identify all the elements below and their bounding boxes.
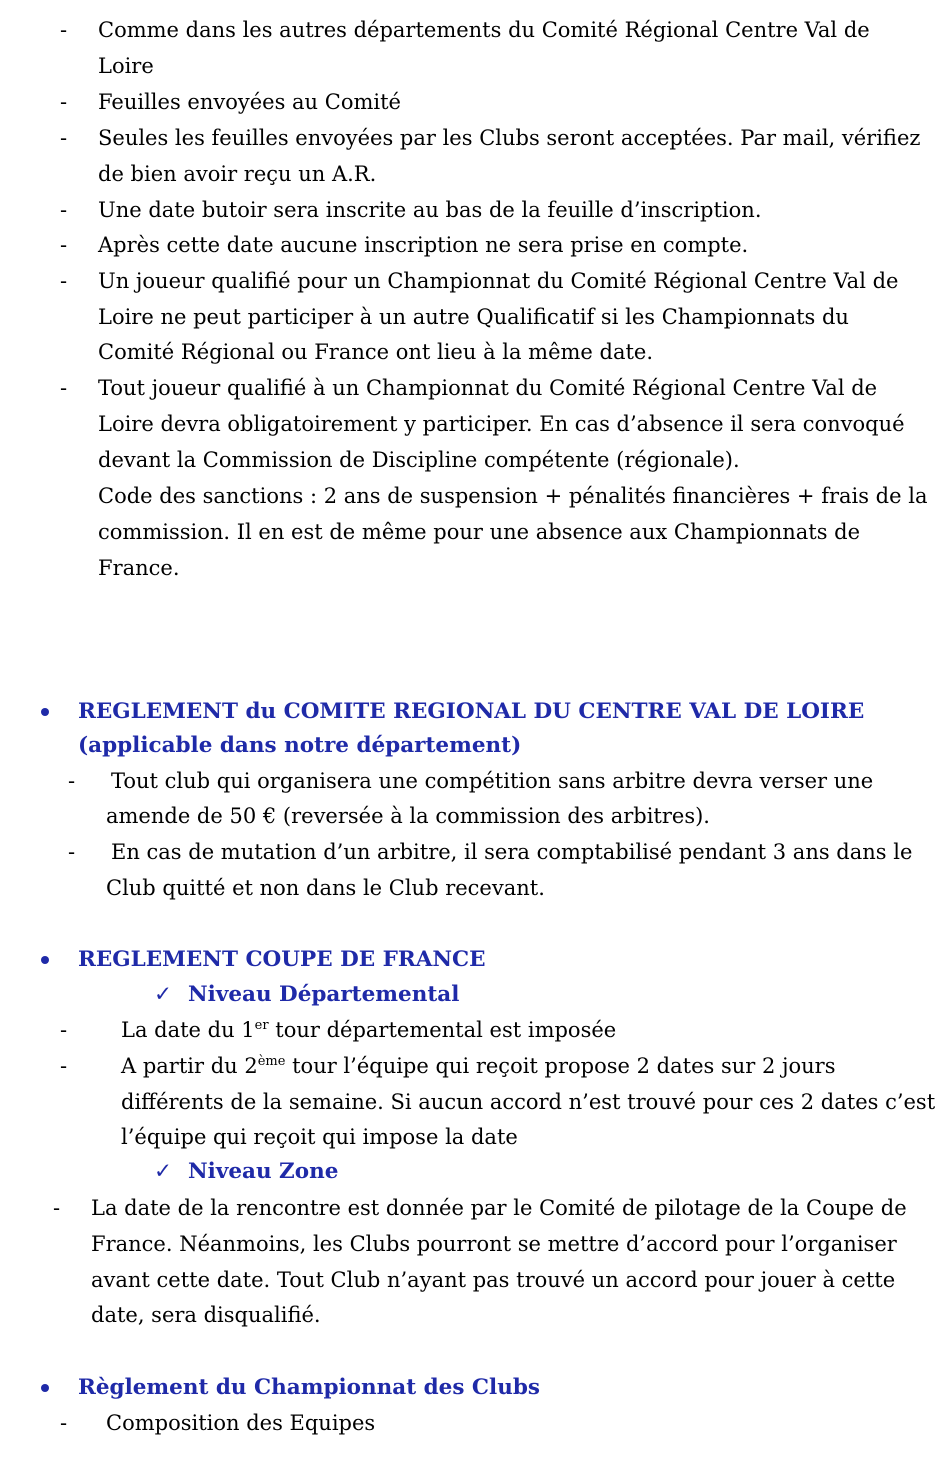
list-item-line: France. bbox=[98, 556, 180, 580]
list-item-line: Un joueur qualifié pour un Championnat du Comité Régional Centre Val de bbox=[98, 269, 899, 293]
list-item-line: Club quitté et non dans le Club recevant. bbox=[106, 876, 545, 900]
section-heading: Règlement du Championnat des Clubs bbox=[78, 1375, 540, 1400]
list-dash: - bbox=[60, 1018, 68, 1042]
list-item-line bbox=[121, 1048, 836, 1084]
list-dash: - bbox=[60, 1054, 68, 1078]
text-fragment: tour l’équipe qui reçoit propose 2 dates sur 2 jours bbox=[285, 1054, 836, 1078]
list-item-line: de bien avoir reçu un A.R. bbox=[98, 162, 377, 186]
bullet-icon bbox=[41, 708, 49, 716]
list-item-line: devant la Commission de Discipline compétente (régionale). bbox=[98, 448, 740, 472]
list-item-line: Après cette date aucune inscription ne sera prise en compte. bbox=[98, 233, 749, 257]
list-item-line: Loire devra obligatoirement y participer. En cas d’absence il sera convoqué bbox=[98, 412, 905, 436]
subheading-label: Niveau Zone bbox=[188, 1159, 339, 1184]
superscript: er bbox=[254, 1018, 269, 1033]
list-item-line: Feuilles envoyées au Comité bbox=[98, 90, 401, 114]
list-item-line: l’équipe qui reçoit qui impose la date bbox=[121, 1125, 518, 1149]
list-item-line: Loire bbox=[98, 54, 154, 78]
text-fragment: e bbox=[603, 1018, 617, 1042]
list-item-line: Comme dans les autres départements du Comité Régional Centre Val de bbox=[98, 18, 870, 42]
list-item-line: Une date butoir sera inscrite au bas de la feuille d’inscription. bbox=[98, 198, 762, 222]
section-heading: REGLEMENT COUPE DE FRANCE bbox=[78, 947, 486, 972]
list-dash: - bbox=[60, 1411, 68, 1435]
subheading-niveau-zone bbox=[154, 1154, 338, 1190]
list-item-line: France. Néanmoins, les Clubs pourront se mettre d’accord pour l’organiser bbox=[91, 1232, 897, 1256]
text-fragment: A partir du 2 bbox=[121, 1054, 258, 1078]
list-item-line: Seules les feuilles envoyées par les Clubs seront acceptées. Par mail, vérifiez bbox=[98, 126, 921, 150]
list-item-line: avant cette date. Tout Club n’ayant pas trouvé un accord pour jouer à cette bbox=[91, 1268, 896, 1292]
list-dash: - bbox=[60, 90, 68, 114]
list-dash: - bbox=[60, 18, 68, 42]
superscript: ème bbox=[257, 1054, 286, 1069]
check-icon: ✓ bbox=[154, 982, 173, 1007]
text-fragment: tour départemental est imposé bbox=[268, 1018, 604, 1042]
list-item-line: Tout joueur qualifié à un Championnat du Comité Régional Centre Val de bbox=[98, 376, 878, 400]
list-dash: - bbox=[60, 269, 68, 293]
list-item-line: En cas de mutation d’un arbitre, il sera comptabilisé pendant 3 ans dans le bbox=[111, 840, 913, 864]
list-dash: - bbox=[53, 1196, 61, 1220]
list-item-line: Comité Régional ou France ont lieu à la même date. bbox=[98, 340, 654, 364]
list-item-line: commission. Il en est de même pour une absence aux Championnats de bbox=[98, 520, 861, 544]
bullet-icon bbox=[41, 1384, 49, 1392]
list-item-line: La date de la rencontre est donnée par le Comité de pilotage de la Coupe de bbox=[91, 1196, 907, 1220]
list-item-line: amende de 50 € (reversée à la commission des arbitres). bbox=[106, 804, 710, 828]
list-item-line: différents de la semaine. Si aucun accord n’est trouvé pour ces 2 dates c’est bbox=[121, 1090, 936, 1114]
subheading-label: Niveau Départemental bbox=[188, 982, 460, 1007]
list-item-line: Composition des Equipes bbox=[106, 1411, 376, 1435]
list-item-line bbox=[121, 1012, 616, 1048]
list-dash: - bbox=[60, 126, 68, 150]
bullet-icon bbox=[41, 956, 49, 964]
list-dash: - bbox=[60, 376, 68, 400]
list-dash: - bbox=[60, 233, 68, 257]
check-icon: ✓ bbox=[154, 1159, 173, 1184]
list-dash: - bbox=[60, 198, 68, 222]
list-dash: - bbox=[68, 840, 76, 864]
list-item-line: Loire ne peut participer à un autre Qualificatif si les Championnats du bbox=[98, 305, 849, 329]
section-heading-sub: (applicable dans notre département) bbox=[78, 733, 522, 758]
section-heading: REGLEMENT du COMITE REGIONAL DU CENTRE VAL DE LOIRE bbox=[78, 699, 865, 724]
text-fragment: La date du 1 bbox=[121, 1018, 255, 1042]
list-dash: - bbox=[68, 769, 76, 793]
list-item-line: Tout club qui organisera une compétition sans arbitre devra verser une bbox=[111, 769, 874, 793]
subheading-niveau-departemental bbox=[154, 977, 459, 1013]
list-item-line: date, sera disqualifié. bbox=[91, 1303, 321, 1327]
list-item-line: Code des sanctions : 2 ans de suspension + pénalités financières + frais de la bbox=[98, 484, 928, 508]
